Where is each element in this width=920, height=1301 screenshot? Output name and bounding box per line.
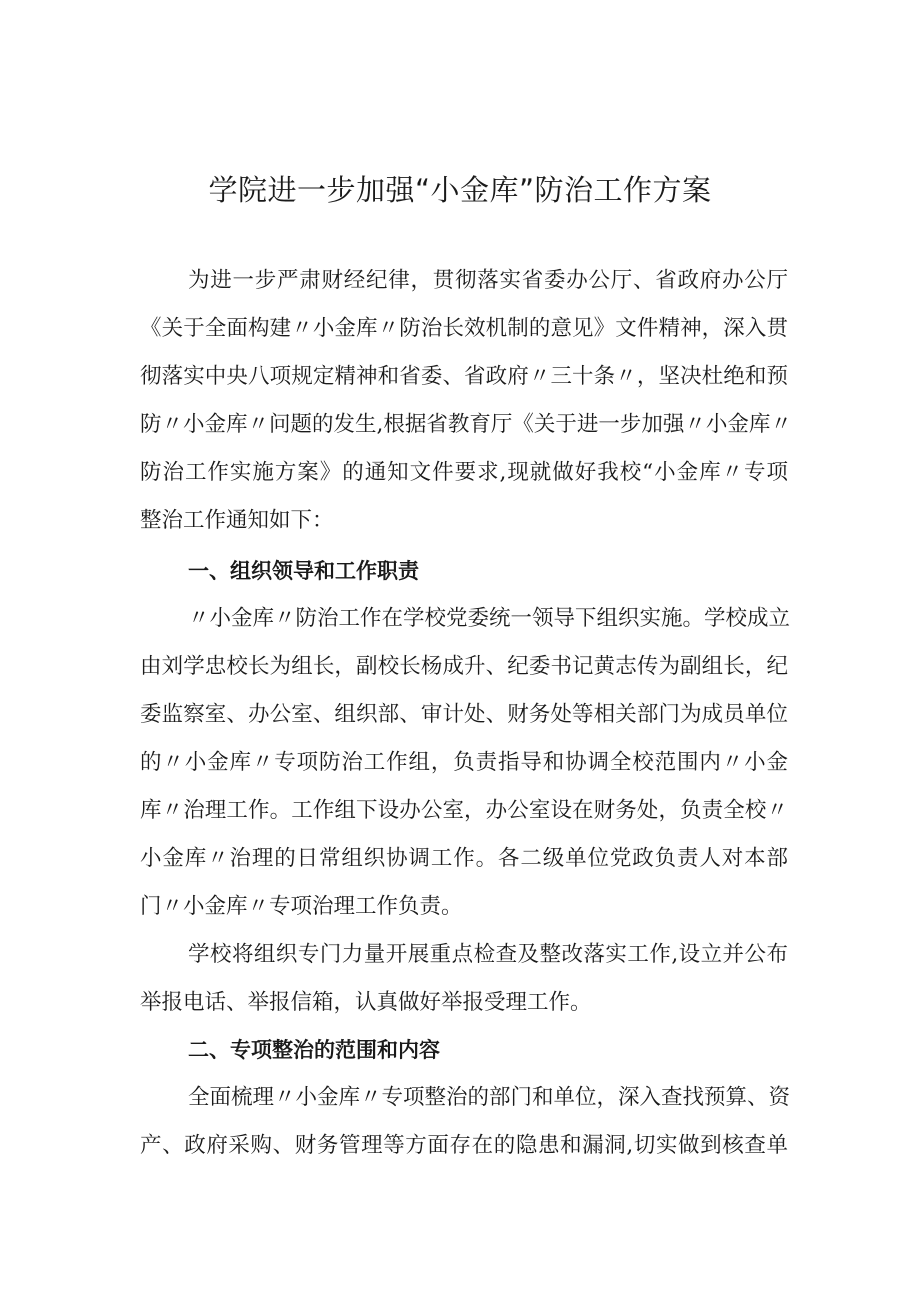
section-1-para-1-line-1: 〃小金库〃防治工作在学校党委统一领导下组织实施。学校成立 [188, 606, 791, 631]
section-1-para-2-line-1: 学校将组织专门力量开展重点检查及整改落实工作,设立并公布 [188, 942, 788, 967]
section-1-para-1-line-7: 门〃小金库〃专项治理工作负责。 [140, 894, 463, 919]
section-1-heading: 一、组织领导和工作职责 [188, 559, 419, 583]
section-1-para-1-line-3: 委监察室、办公室、组织部、审计处、财务处等相关部门为成员单位 [140, 702, 788, 727]
intro-line-3: 彻落实中央八项规定精神和省委、省政府〃三十条〃，坚决杜绝和预 [140, 364, 788, 389]
intro-line-6: 整治工作通知如下： [140, 508, 334, 533]
section-2-para-1-line-2: 产、政府采购、财务管理等方面存在的隐患和漏洞,切实做到核查单 [140, 1133, 788, 1158]
document-title: 学院进一步加强“小金库”防治工作方案 [208, 173, 712, 207]
intro-line-4: 防〃小金库〃问题的发生,根据省教育厅《关于进一步加强〃小金库〃 [140, 412, 792, 437]
section-1-para-1-line-4: 的〃小金库〃专项防治工作组，负责指导和协调全校范围内〃小金 [140, 750, 788, 775]
section-1-para-1-line-5: 库〃治理工作。工作组下设办公室，办公室设在财务处，负责全校〃 [140, 798, 788, 823]
section-2-heading: 二、专项整治的范围和内容 [188, 1038, 440, 1062]
section-2-para-1-line-1: 全面梳理〃小金库〃专项整治的部门和单位，深入查找预算、资 [188, 1085, 791, 1110]
section-1-para-2-line-2: 举报电话、举报信箱，认真做好举报受理工作。 [140, 990, 592, 1015]
intro-line-1: 为进一步严肃财经纪律，贯彻落实省委办公厅、省政府办公厅 [188, 268, 788, 293]
intro-line-2: 《关于全面构建〃小金库〃防治长效机制的意见》文件精神，深入贯 [140, 316, 788, 341]
section-1-para-1-line-6: 小金库〃治理的日常组织协调工作。各二级单位党政负责人对本部 [140, 846, 788, 871]
section-1-para-1-line-2: 由刘学忠校长为组长，副校长杨成升、纪委书记黄志传为副组长，纪 [140, 654, 788, 679]
intro-line-5: 防治工作实施方案》的通知文件要求,现就做好我校“小金库〃专项 [140, 460, 788, 485]
